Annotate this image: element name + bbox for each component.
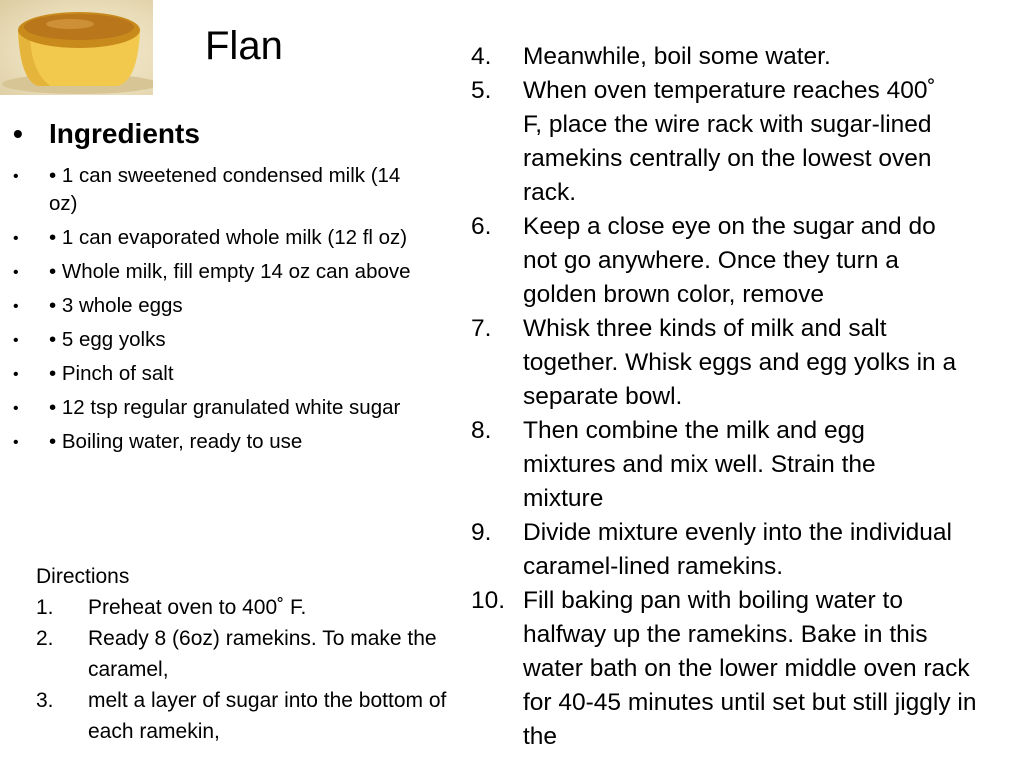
direction-step: 3. melt a layer of sugar into the bottom of each ramekin, [36, 689, 447, 743]
bullet-icon: • [13, 434, 19, 451]
direction-step: 10. Fill baking pan with boiling water to halfway up the ramekins. Bake in this water bath on the lower middle oven rack for 40-45 minutes until set but still jiggly in the [471, 587, 977, 750]
direction-step: 1. Preheat oven to 400˚ F. [36, 596, 307, 619]
flan-photo [0, 0, 153, 95]
bullet-icon: • [13, 168, 19, 185]
ingredient-item: • • Whole milk, fill empty 14 oz can above [0, 258, 439, 286]
bullet-icon: • [13, 332, 19, 349]
directions-list-left [36, 592, 476, 747]
ingredients-list [0, 112, 470, 456]
bullet-icon: • [13, 366, 19, 383]
directions-list-right [471, 40, 1001, 754]
flan-image [0, 0, 153, 95]
ingredient-item: • • 1 can evaporated whole milk (12 fl oz) [0, 224, 409, 252]
direction-step: 9. Divide mixture evenly into the individual caramel-lined ramekins. [471, 519, 952, 580]
direction-step: 7. Whisk three kinds of milk and salt together. Whisk eggs and egg yolks in a separate bowl. [471, 315, 957, 410]
bullet-icon: • [13, 400, 19, 417]
direction-step: 5. When oven temperature reaches 400˚ F, place the wire rack with sugar-lined ramekins centrally on the lowest oven rack. [471, 77, 936, 206]
ingredient-item: • • 5 egg yolks [0, 326, 409, 354]
ingredient-item: • • Boiling water, ready to use [0, 428, 409, 456]
ingredient-item: • • 12 tsp regular granulated white sugar [0, 394, 429, 422]
page-title: Flan [205, 24, 283, 68]
bullet-icon: • [13, 118, 23, 149]
ingredients-heading: • Ingredients [0, 112, 470, 156]
bullet-icon: • [13, 298, 19, 315]
directions-label: Directions [36, 565, 130, 588]
ingredient-item: • • 1 can sweetened condensed milk (14 oz) [13, 164, 401, 215]
direction-step: 8. Then combine the milk and egg mixtures and mix well. Strain the mixture [471, 417, 876, 512]
bullet-icon: • [13, 264, 19, 281]
bullet-icon: • [13, 230, 19, 247]
direction-step: 6. Keep a close eye on the sugar and do not go anywhere. Once they turn a golden brown color, remove [471, 213, 936, 308]
direction-step: 4. Meanwhile, boil some water. [471, 43, 831, 70]
ingredient-item: • • 3 whole eggs [0, 292, 409, 320]
ingredient-item: • • Pinch of salt [0, 360, 409, 388]
direction-step: 2. Ready 8 (6oz) ramekins. To make the caramel, [36, 627, 437, 681]
